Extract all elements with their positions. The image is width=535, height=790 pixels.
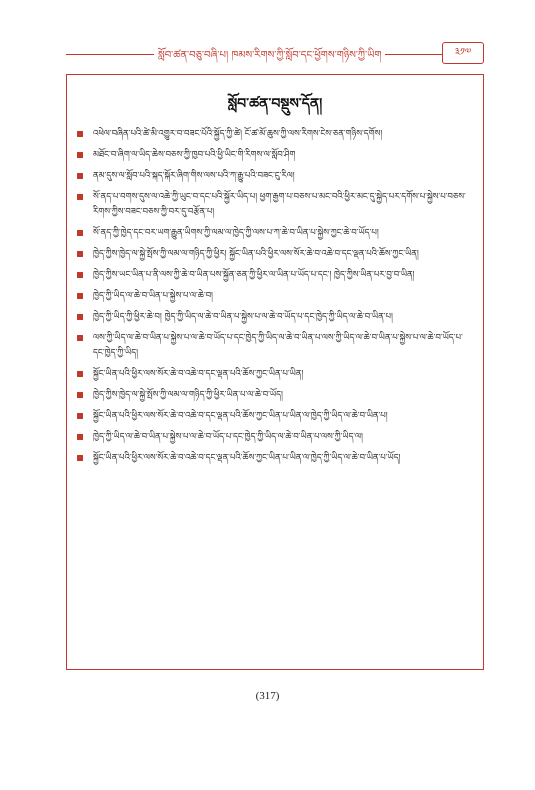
list-item (77, 127, 473, 142)
list-item (77, 388, 473, 403)
list-item-text: ཁྱེད་ཀྱིས་ཁྱེད་ལ་སྐྱེ་སྤོས་ཀྱི་ལམ་ལ་གཉིད་ཀྱི་ཕྱིར་ཡིན་པ་ལ་ཆེ་བ་ཡོད། (93, 390, 283, 400)
square-bullet-icon (77, 131, 83, 137)
list-item (77, 169, 473, 184)
list-item (77, 226, 473, 241)
square-bullet-icon (77, 251, 83, 257)
square-bullet-icon (77, 413, 83, 419)
section-title: སློབ་ཚན་བསྡུས་དོན། (227, 96, 323, 112)
list-item-text: སྐྱོང་ཡིན་པའི་ཕྱིར་ལས་སོར་ཆེ་བ་འཆེ་བ་དང་ལྡན་པའི་ཆོས་ཀྱང་ཡིན་པ་ཡིན། (93, 369, 304, 379)
square-bullet-icon (77, 314, 83, 320)
list-item-text: སོ་ནད་ཀྱི་ཁྱེད་དང་བར་ཡག་རྒྱུན་ཡིགས་ཀྱི་ལམ་ལ་ཁྱེད་ཀྱི་ལས་པ་ཀ་ཆེ་བ་ཡིན་པ་སྐྱེས་ཀྱང་ཆེ་བ་ཡོད་པ། (93, 228, 379, 238)
square-bullet-icon (77, 173, 83, 179)
square-bullet-icon (77, 371, 83, 377)
list-item-text: ནམ་དུས་ལ་སློབ་པའི་སྐད་སྐོར་ཞིག་གིས་ལས་པའི་ཀ་རྒྱུ་པའི་བཟང་ངུ་རིལ། (93, 171, 295, 181)
summary-frame (66, 74, 484, 670)
page-number-badge: ༣༡༧ (442, 42, 484, 64)
square-bullet-icon (77, 230, 83, 236)
list-item (77, 247, 473, 262)
list-item-text: སྐྱོང་ཡིན་པའི་ཕྱིར་ལས་སོར་ཆེ་བ་འཆེ་བ་དང་ལྡན་པའི་ཆོས་ཀྱང་ཡིན་པ་ཡིན་ལ་ཁྱེད་ཀྱི་ཡིད་ལ་ཆེ་བ་ཡིན་པ། (93, 411, 388, 421)
list-item (77, 367, 473, 382)
header-title: སློབ་ཚན་བཅུ་བཞི་པ། ཁམས་རིགས་ཀྱི་སློབ་དང་ཕྱོགས་གཉིས་ཀྱི་ཡིག (154, 44, 385, 72)
list-item-text: མཐོང་བ་ཞིག་ལ་ཡིད་ཆེས་བཅས་ཀྱི་ཁྱབ་པའི་ཕྱི་ཡིང་གི་རིགས་ལ་སློབ་ཤིག (93, 150, 296, 160)
list-item-text: འཕེལ་བཞིན་པའི་ཚེ་མི་འགྱུར་བ་བཟང་པོའི་སྐྱོད་ཀྱི་ཚེ། ངོ་ཚ་མོ་ཆུས་ཀྱི་ལས་རིགས་ངེས་ཅན་གཉིས་དགོས། (93, 129, 383, 139)
list-item-text: ཁྱེད་ཀྱིས་ཡང་ཡིན་པ་ནི་ལས་ཀྱི་ཆེ་བ་ཡིན་པས་སྐྱོན་ཅན་ཀྱི་ཕྱིར་ལ་ཡིན་པ་ཡོད་པ་དང་། ཁྱེད་ཀྱིས་ཡིན་པར་བྱ་བ་ཡིན། (93, 270, 415, 280)
list-item-text: སོ་ནད་པ་བགས་དུས་ལ་འཆེ་ཀྱི་ཡུང་བ་དང་པའི་སྐྱོར་ཡིད་པ། ཕྱག་རྒྱག་པ་བཅས་པ་མང་བའི་ཕྱིར་མང་དུ་སྐྱེད་པར་དགོས་པ་སྐྱེས་པ་བཅས་རིགས་ཀྱིས་བཟང་བཅས་ཀྱི་བར་དུ་བརྩོན་པ། (93, 192, 466, 217)
list-item (77, 310, 473, 325)
list-item-text: ཁྱེད་ཀྱི་ཡིད་ལ་ཆེ་བ་ཡིན་པ་སྐྱེས་པ་ལ་ཆེ་བ་ཡོད་པ་དང་ཁྱེད་ཀྱི་ཡིད་ལ་ཆེ་བ་ཡིན་པ་ལས་ཀྱི་ཡིད་ལ། (93, 432, 363, 442)
list-item (77, 190, 473, 220)
list-item (77, 148, 473, 163)
page-header (66, 42, 484, 64)
list-item-text: ལས་ཀྱི་ཡིད་ལ་ཆེ་བ་ཡིན་པ་སྐྱེས་པ་ལ་ཆེ་བ་ཡོད་པ་དང་ཁྱེད་ཀྱི་ཡིད་ལ་ཆེ་བ་ཡིན་པ་ལས་ཀྱི་ཡིད་ལ་ཆེ་བ་ཡིན་པ་སྐྱེས་པ་ལ་ཆེ་བ་ཡོད་པ་དང་ཁྱེད་ཀྱི་ཡིད། (93, 333, 463, 358)
list-item (77, 451, 473, 466)
page-footer-number: (317) (255, 690, 280, 702)
square-bullet-icon (77, 152, 83, 158)
square-bullet-icon (77, 194, 83, 200)
list-item-text: ཁྱེད་ཀྱིས་ཁྱེད་ལ་སྐྱེ་སྤོས་ཀྱི་ལམ་ལ་གཉིད་ཀྱི་ཕྱིར། སྐྱོང་ཡིན་པའི་ཕྱིར་ལས་སོར་ཆེ་བ་འཆེ་བ་དང་ལྡན་པའི་ཆོས་ཀྱང་ཡིན། (93, 249, 419, 259)
list-item (77, 268, 473, 283)
list-item (77, 331, 473, 361)
square-bullet-icon (77, 293, 83, 299)
square-bullet-icon (77, 434, 83, 440)
square-bullet-icon (77, 392, 83, 398)
list-item (77, 409, 473, 424)
list-item (77, 430, 473, 445)
list-item-text: ཁྱེད་ཀྱི་ཡིད་ཀྱི་ཕྱིར་ཆེ་བ། ཁྱེད་ཀྱི་ཡིད་ལ་ཆེ་བ་ཡིན་པ་སྐྱེས་པ་ལ་ཆེ་བ་ཡོད་པ་དང་ཁྱེད་ཀྱི་ཡིད་ལ་ཆེ་བ་ཡིན་པ། (93, 312, 393, 322)
square-bullet-icon (77, 272, 83, 278)
list-item-text: སྐྱོང་ཡིན་པའི་ཕྱིར་ལས་སོར་ཆེ་བ་འཆེ་བ་དང་ལྡན་པའི་ཆོས་ཀྱང་ཡིན་པ་ཡིན་ལ་ཁྱེད་ཀྱི་ཡིད་ལ་ཆེ་བ་ཡིན་པ་ཡོད། (93, 453, 401, 463)
list-item-text: ཁྱེད་ཀྱི་ཡིད་ལ་ཆེ་བ་ཡིན་པ་སྐྱེས་པ་ལ་ཆེ་བ། (93, 291, 213, 301)
square-bullet-icon (77, 455, 83, 461)
summary-list (77, 127, 473, 472)
square-bullet-icon (77, 335, 83, 341)
list-item (77, 289, 473, 304)
